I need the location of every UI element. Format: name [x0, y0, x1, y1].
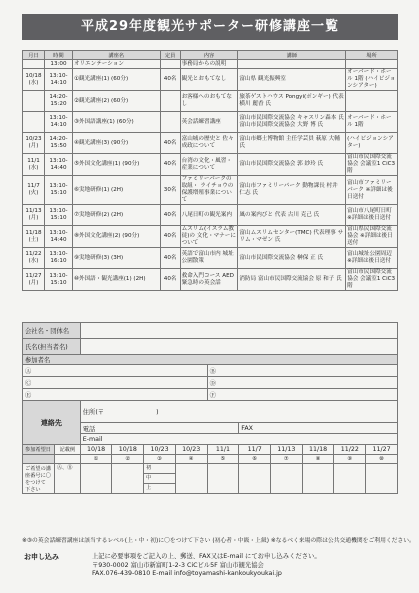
date-col-5: 11/1 — [207, 445, 239, 455]
row-time: 13:10- 14:10 — [44, 112, 72, 133]
row-capacity: 40名 — [160, 154, 180, 176]
check-cell-3[interactable] — [144, 464, 176, 494]
apply-title: お申し込み — [24, 553, 59, 561]
row-course: ⑧外国文化講座(2) (90分) — [72, 226, 160, 248]
check-cell-4[interactable] — [175, 464, 207, 494]
course-num-5: ⑤ — [207, 455, 239, 464]
header-content: 内容 — [180, 51, 238, 60]
row-capacity — [160, 91, 180, 112]
row-lecturer: 富山市民国際交流協会 榊保 正 氏 — [238, 248, 346, 269]
row-capacity: 30名 — [160, 176, 180, 205]
header-time: 時間 — [44, 51, 72, 60]
row-lecturer: 旅茶ゲストハウス Pongyi(ポンギー) 代表 横川 麗香 氏 — [238, 91, 346, 112]
row-date — [23, 60, 45, 69]
schedule-table — [22, 50, 398, 291]
header-place: 場所 — [346, 51, 398, 60]
row-content: 観光とおもてなし — [180, 69, 238, 91]
row-course: ⑦実地研修(2) (2H) — [72, 205, 160, 226]
schedule-row — [23, 226, 398, 248]
date-col-7: 11/13 — [270, 445, 302, 455]
header-lecturer: 講師 — [238, 51, 346, 60]
date-col-8: 11/18 — [302, 445, 334, 455]
participant-f-field[interactable]: Ⓕ — [207, 389, 397, 401]
fax-field[interactable]: FAX — [239, 423, 398, 434]
page-title: 平成29年度観光サポーター研修講座一覧 — [22, 14, 398, 40]
row-course: ②観光講座(2) (60分) — [72, 91, 160, 112]
row-course: ⑤外国文化講座(1) (90分) — [72, 154, 160, 176]
row-place: オーバード・ホール 1階 (ハイビジョンシアター) — [346, 69, 398, 91]
row-time: 14:20- 15:20 — [44, 91, 72, 112]
participant-d-field[interactable]: Ⓓ — [207, 377, 397, 389]
row-course: ①観光講座(1) (60分) — [72, 69, 160, 91]
header-course: 講座名 — [72, 51, 160, 60]
date-col-9: 11/22 — [334, 445, 366, 455]
row-content: お客様へのおもてなし — [180, 91, 238, 112]
apply-line-3: FAX.076-439-0810 E-mail info@toyamashi-kankoukyoukai.jp — [92, 570, 282, 578]
row-content: ムスリム(イスラム教徒)の 文化・マナーについて — [181, 226, 236, 246]
row-date: 11/7 (火) — [23, 176, 45, 205]
date-col-1: 10/18 — [80, 445, 112, 455]
row-course: ⑥実地研修(1) (2H) — [72, 176, 160, 205]
level-intermediate[interactable]: 中 — [144, 474, 175, 484]
check-cell-1[interactable] — [80, 464, 112, 494]
date-col-10: 11/27 — [366, 445, 398, 455]
row-time: 13:10- 14:40 — [44, 154, 72, 176]
level-advanced[interactable]: 上 — [146, 485, 152, 491]
row-content: 英会話練習講座 — [180, 112, 238, 133]
row-course: ③外国語講座(1) (60分) — [72, 112, 160, 133]
course-num-1: ① — [80, 455, 112, 464]
schedule-header-row — [23, 51, 398, 60]
org-label: 会社名・団体名 — [23, 323, 81, 339]
check-cell-8[interactable] — [302, 464, 334, 494]
course-num-3: ③ — [144, 455, 176, 464]
date-col-2: 10/18 — [112, 445, 144, 455]
name-label: 氏名(担当者名) — [23, 339, 81, 355]
row-content: 英語で富山市内 城址公園散策 — [180, 248, 238, 269]
row-place: 富山市民国際交流協会 会議室1 CiC3階 — [346, 154, 398, 176]
row-place — [346, 60, 398, 69]
example-entry: Ⓐ、Ⓑ — [54, 464, 80, 494]
check-cell-7[interactable] — [270, 464, 302, 494]
row-content: ファミリーパークの取組・ ライチョウの 保護増殖事業について — [180, 176, 238, 205]
org-field[interactable] — [80, 323, 397, 339]
row-place — [346, 91, 398, 112]
name-field[interactable] — [80, 339, 397, 355]
row-course: ⑩外国語・観光講座(1) (2H) — [72, 269, 160, 291]
row-place: (ハイビジョンシアター) — [346, 133, 398, 154]
schedule-row — [23, 248, 398, 269]
row-date: 11/1 (水) — [23, 154, 45, 176]
row-content: 事務局からの説明 — [180, 60, 238, 69]
row-capacity: 40名 — [160, 269, 180, 291]
row-lecturer: 風の案内びと 代表 古川 克己 氏 — [238, 205, 346, 226]
schedule-row — [23, 154, 398, 176]
check-cell-6[interactable] — [239, 464, 271, 494]
row-time: 14:20- 15:50 — [44, 133, 72, 154]
course-num-4: ④ — [175, 455, 207, 464]
row-place: 富山県民国際交流協会 ※詳細は後日送付 — [346, 226, 398, 248]
row-lecturer: 富山ムスリムセンター(TMC) 代表理事 サリム・マゼン 氏 — [238, 226, 346, 248]
row-lecturer: 富山市民国際交流協会 郭 紗玲 氏 — [238, 154, 346, 176]
row-content: 台湾の文化・風習・ 産業について — [180, 154, 238, 176]
row-course: オリエンテーション — [72, 60, 160, 69]
course-num-10: ⑩ — [366, 455, 398, 464]
row-content: 救命入門コース AED 緊急時の英会話 — [180, 269, 238, 291]
participant-e-field[interactable]: Ⓔ — [23, 389, 208, 401]
row-place: オーバード・ホール 1階 — [346, 112, 398, 133]
row-capacity — [160, 112, 180, 133]
header-capacity: 定員 — [160, 51, 180, 60]
row-time: 13:10- 14:40 — [44, 226, 72, 248]
check-cell-9[interactable] — [334, 464, 366, 494]
schedule-row — [23, 112, 398, 133]
row-place: 富山市ファミリーパーク ※詳細は後日送付 — [346, 176, 398, 205]
apply-line-2: 〒930-0002 富山市新富町1-2-3 CiCビル5F 富山市観光協会 — [92, 561, 264, 569]
check-cell-5[interactable] — [207, 464, 239, 494]
row-lecturer — [238, 60, 346, 69]
contact-label: 連絡先 — [23, 401, 81, 445]
row-time: 13:10- 14:10 — [44, 69, 72, 91]
schedule-body — [23, 60, 398, 291]
row-time: 13:10- 15:10 — [44, 176, 72, 205]
row-place: 富山城址公園周辺 ※詳細は後日送付 — [346, 248, 398, 269]
date-label: 参加希望日 — [23, 445, 55, 455]
schedule-row — [23, 69, 398, 91]
date-col-6: 11/7 — [239, 445, 271, 455]
course-num-7: ⑦ — [270, 455, 302, 464]
schedule-row — [23, 60, 398, 69]
row-lecturer: 消防局 富山市民国際交流協会 原 和子 氏 — [238, 269, 346, 291]
row-time: 13:10- 15:10 — [44, 269, 72, 291]
row-capacity: 40名 — [160, 69, 180, 91]
apply-line-1: 上記に必要事項をご記入の上、郵送、FAX又はE-mail にてお申し込みください。 — [92, 553, 321, 560]
date-col-3: 10/23 — [144, 445, 176, 455]
row-lecturer: 富山市郷土博物館 主任学芸員 萩原 大輔 氏 — [238, 133, 346, 154]
level-beginner[interactable]: 初 — [144, 464, 175, 474]
schedule-row — [23, 133, 398, 154]
note-text: ※③の英会話練習講座は該当するレベル(上・中・初)に〇をつけて下さい (初心者・中級・上級) ※なるべく来場の際は公共交通機関をご利用ください。 — [22, 538, 415, 544]
row-date: 10/23 (月) — [23, 133, 45, 154]
row-capacity — [160, 60, 180, 69]
check-cell-2[interactable] — [112, 464, 144, 494]
row-date: 10/18 (水) — [23, 69, 45, 91]
row-date: 11/18 (土) — [23, 226, 45, 248]
row-date — [23, 112, 45, 133]
row-date: 11/22 (水) — [23, 248, 45, 269]
course-num-8: ⑧ — [302, 455, 334, 464]
participant-a-field[interactable]: Ⓐ — [23, 365, 208, 377]
registration-form — [22, 322, 398, 494]
course-num-2: ② — [112, 455, 144, 464]
row-capacity: 40名 — [160, 133, 180, 154]
row-place: 富山市八尾町日町 ※詳細は後日送付 — [346, 205, 398, 226]
schedule-row — [23, 91, 398, 112]
schedule-row — [23, 205, 398, 226]
side-note: ご希望の講座番号に〇をつけて 下さい — [23, 464, 55, 494]
course-num-6: ⑥ — [239, 455, 271, 464]
check-cell-10[interactable] — [366, 464, 398, 494]
row-content: 富山城の歴史と 佐々成政について — [180, 133, 238, 154]
schedule-row — [23, 269, 398, 291]
tel-field[interactable]: 電話 — [80, 423, 239, 434]
row-time: 13:00 — [44, 60, 72, 69]
email-field[interactable]: E-mail — [80, 434, 397, 445]
participants-label: 参加者名 — [23, 355, 398, 365]
header-date: 月日 — [23, 51, 45, 60]
row-course: ⑨実地研修(3) (3H) — [72, 248, 160, 269]
address-field[interactable]: 住所(〒 ) — [80, 401, 397, 423]
row-time: 13:10- 15:10 — [44, 205, 72, 226]
row-lecturer: 富山市ファミリーパーク 動物課長 村井 仁志 氏 — [238, 176, 346, 205]
row-date: 11/13 (月) — [23, 205, 45, 226]
course-num-9: ⑨ — [334, 455, 366, 464]
row-capacity: 40名 — [160, 248, 180, 269]
row-date: 11/27 (月) — [23, 269, 45, 291]
row-course: ④観光講座(3) (90分) — [72, 133, 160, 154]
row-date — [23, 91, 45, 112]
schedule-row — [23, 176, 398, 205]
row-capacity: 40名 — [160, 226, 180, 248]
example-label: 記載例 — [54, 445, 80, 455]
row-lecturer: 富山市民国際交流協会 キャスリン森本 氏 富山市民国際交流協会 大野 博 氏 — [238, 112, 346, 133]
row-lecturer: 富山県 観光振興室 — [238, 69, 346, 91]
row-capacity: 40名 — [160, 205, 180, 226]
participant-c-field[interactable]: Ⓒ — [23, 377, 208, 389]
row-content: 八尾日町の観光案内 — [180, 205, 238, 226]
row-place: 富山市民国際交流協会 会議室1 CiC3階 — [346, 269, 398, 291]
date-col-4: 10/23 — [175, 445, 207, 455]
row-time: 13:10- 16:10 — [44, 248, 72, 269]
participant-b-field[interactable]: Ⓑ — [207, 365, 397, 377]
